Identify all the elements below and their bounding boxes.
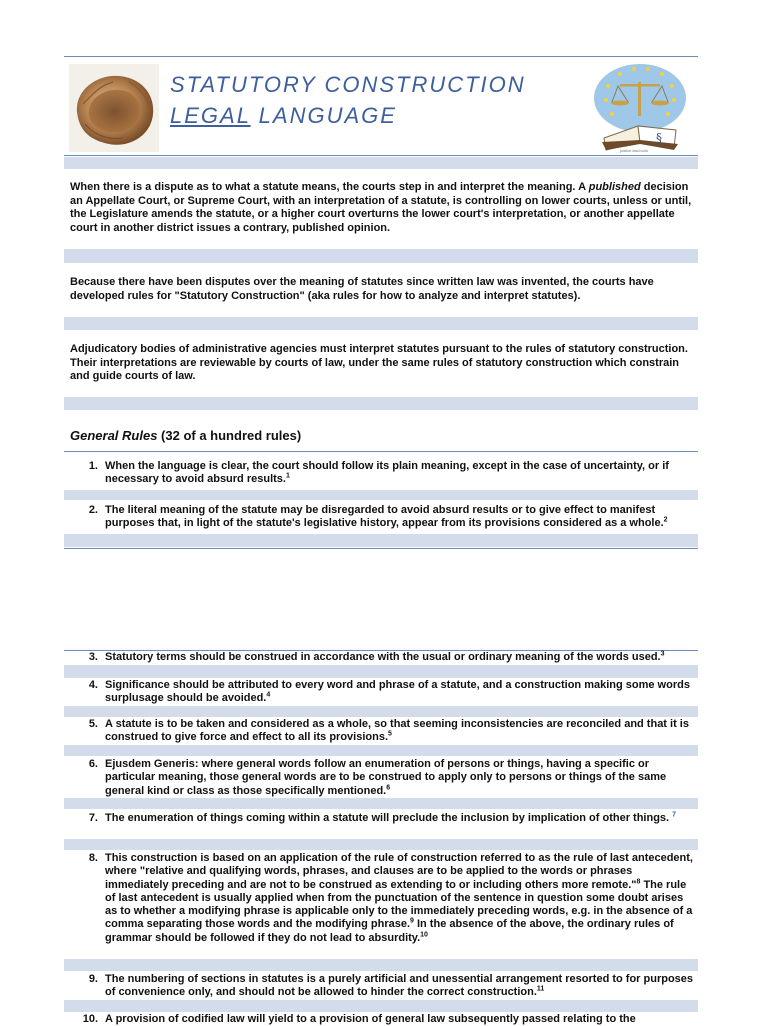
divider-band [64,839,698,850]
list-item [70,812,698,825]
item-number: 9. [88,973,98,985]
list-item [70,1013,698,1026]
divider-band [64,490,698,500]
item-number: 10. [82,1013,98,1025]
list-item [70,651,698,664]
divider-band [64,1000,698,1012]
item-text: A statute is to be taken and considered as a whole, so that seeming inconsistencies are reconciled and that it is construed to give force and effect to all its provisions. [105,718,689,744]
svg-text:§: § [656,131,662,145]
divider-band [64,959,698,971]
divider-band [64,397,698,410]
intro-paragraph-3: Adjudicatory bodies of administrative agencies must interpret statutes pursuant to the rules of statutory construction. Their interpretations are reviewable by courts of law, under the same rules of statutory construction which constrain and guide courts of law. [70,343,688,383]
footnote-ref: 8 [636,877,641,885]
item-number: 3. [88,651,98,663]
title-language-word: LANGUAGE [250,103,397,128]
heading-italic: General Rules [70,428,158,443]
footnote-ref: 5 [388,730,392,738]
footnote-ref: 11 [536,985,545,993]
title-legal-word: LEGAL [170,103,251,128]
list-item [70,460,698,487]
footnote-ref: 10 [420,931,428,939]
intro-paragraph-1 [70,181,698,235]
heading-rest: (32 of a hundred rules) [157,428,302,443]
section-heading [70,428,301,443]
list-item [70,504,698,531]
item-text: Significance should be attributed to every word and phrase of a statute, and a construction making some words surplusage should be avoided. [105,679,690,705]
emphasis-published: published [588,181,641,193]
item-text: The numbering of sections in statutes is a purely artificial and unessential arrangement resorted to for purposes of convenience only, and should not be allowed to hinder the correct construction. [105,973,694,999]
item-number: 4. [88,679,98,691]
list-item [70,679,698,706]
footnote-ref: 7 [672,811,677,819]
list-item [70,758,698,798]
item-text: When the language is clear, the court should follow its plain meaning, except in the case of uncertainty, or if necessary to avoid absurd results. [105,460,669,486]
rule-divider [64,451,698,452]
rule-divider [64,548,698,549]
divider-band [64,534,698,547]
divider-band [64,798,698,809]
text-run: decision an Appellate Court, or Supreme Court, with an interpretation of a statute, is controlling on lower courts, unless or until, the Legislature amends the statute, or a higher court overturns the lower court's interpretation, or another appellate court in another district issues a contrary, published opinion. [70,181,692,234]
divider-band [64,665,698,678]
item-number: 2. [88,504,98,516]
item-text: Ejusdem Generis: where general words follow an enumeration of persons or things, having a specific or particular meaning, those general words are to be construed to apply only to persons or things of the same general kind or class as those specifically mentioned. [105,758,667,797]
list-item [70,852,698,945]
item-number: 7. [88,812,98,824]
item-text: This construction is based on an application of the rule of construction referred to as the rule of last antecedent, where "relative and qualifying words, phrases, and clauses are to be applied to the words or phrases immediately preceding and are not to be construed as extending to or including others more remote." [105,852,693,891]
item-text: The literal meaning of the statute may be disregarded to avoid absurd results or to give effect to manifest purposes that, in light of the statute's legislative history, appear from its provisions considered as a whole. [105,504,664,530]
item-text: In the absence of the above, the ordinary rules of grammar should be followed if they do not lead to absurdity. [105,918,674,944]
divider-band [64,745,698,756]
divider-band [64,706,698,717]
item-number: 8. [88,852,98,864]
intro-paragraph-2: Because there have been disputes over the meaning of statutes since written law was invented, the courts have developed rules for "Statutory Construction" (aka rules for how to analyze and interpret statutes). [70,276,654,302]
page-title-line-1: STATUTORY CONSTRUCTION [170,72,526,97]
header-bottom-rule [64,155,698,156]
footnote-ref: 3 [660,650,665,658]
item-text: Statutory terms should be construed in accordance with the usual or ordinary meaning of the words used. [105,651,661,663]
footnote-ref: 2 [663,516,668,524]
page-title-line-2 [170,103,397,129]
image-caption: justice.law.book [620,148,649,153]
item-text: The rule of last antecedent is usually applied when from the punctuation of the sentence in question some doubt arises as to whether a modifying phrase is applicable only to the immediately preceding words, e.g. in the absence of a comma separating those words and the modifying phrase. [105,878,693,931]
footnote-ref: 1 [285,472,290,480]
footnote-ref: 6 [386,783,391,791]
divider-band [64,249,698,263]
scales-of-justice-image [590,60,690,154]
header-top-rule [64,56,698,57]
list-item [70,973,698,1000]
item-number: 5. [88,718,98,730]
item-text: A provision of codified law will yield to a provision of general law subsequently passed relating to the [105,1013,636,1025]
divider-band [64,317,698,330]
divider-band [64,157,698,169]
footnote-ref: 9 [410,917,414,925]
item-number: 6. [88,758,98,770]
walnut-shell-image [69,64,159,152]
text-run: When there is a dispute as to what a statute means, the courts step in and interpret the meaning. A [70,181,589,193]
item-number: 1. [88,460,98,472]
list-item [70,718,698,745]
item-text: The enumeration of things coming within a statute will preclude the inclusion by implication of other things. [105,812,673,824]
footnote-ref: 4 [266,691,271,699]
